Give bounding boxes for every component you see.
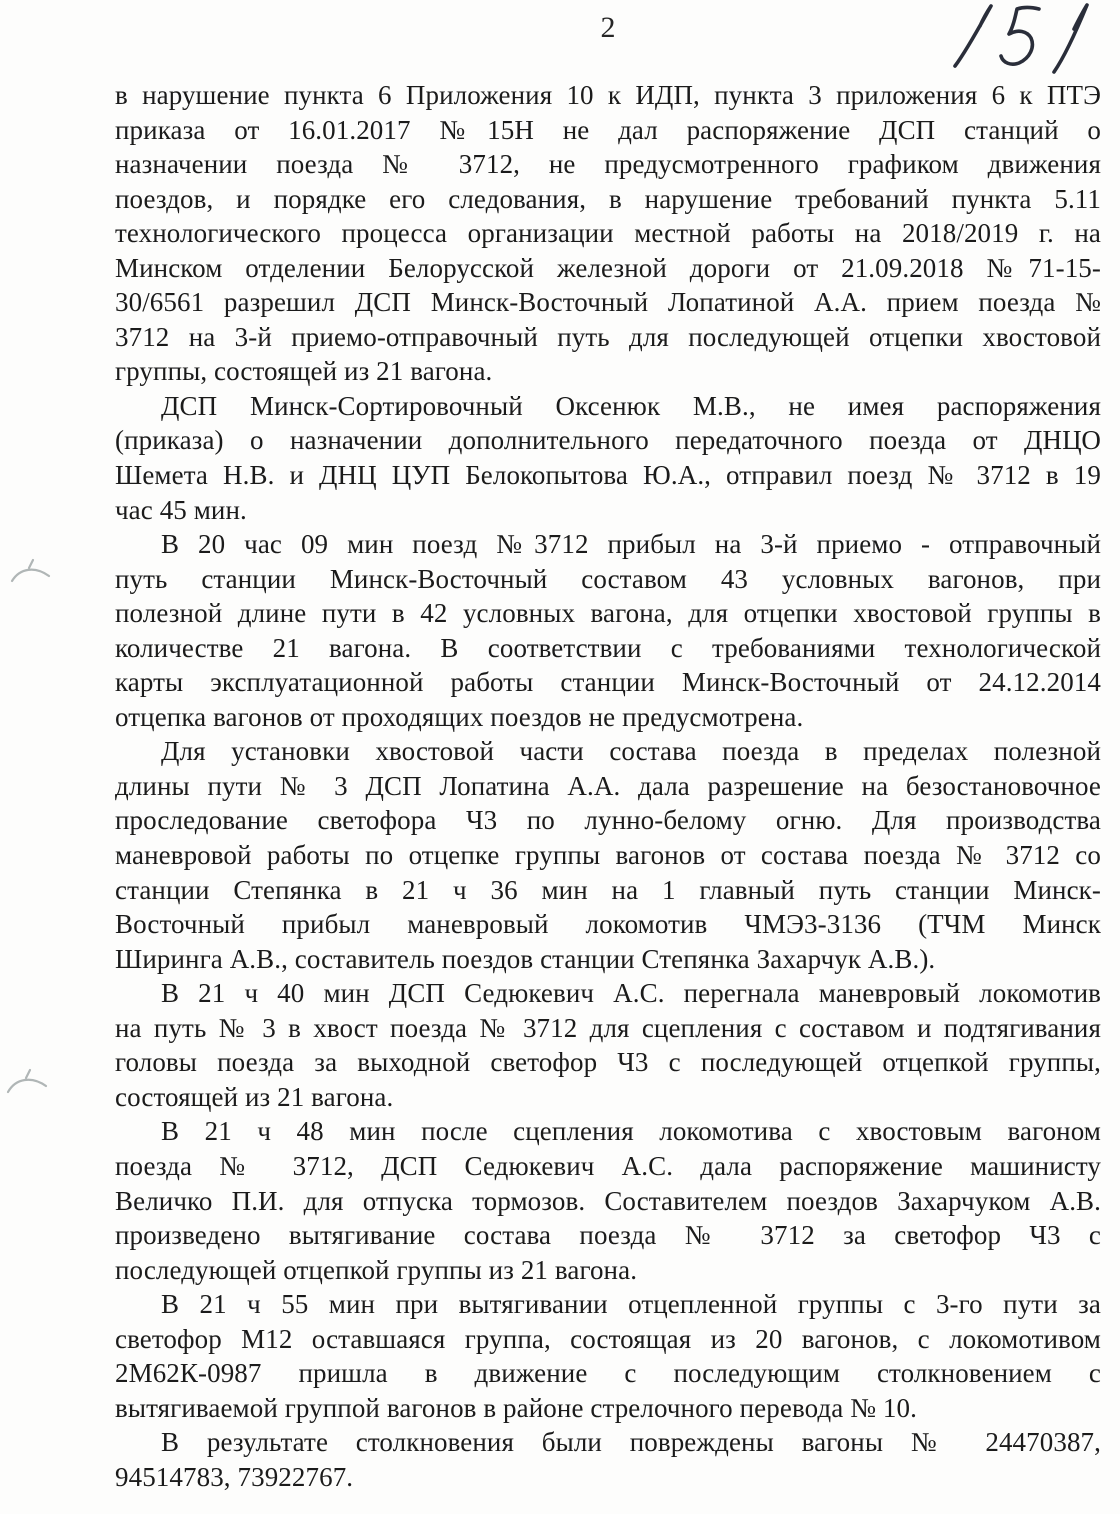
text-line: 94514783, 73922767. <box>115 1461 354 1492</box>
text-line: Величко П.И. для отпуска тормозов. Составителем поездов Захарчуком А.В. <box>115 1185 1101 1216</box>
pen-stroke-mark <box>5 1066 49 1098</box>
text-line: в нарушение пункта 6 Приложения 10 к ИДП, пункта 3 приложения 6 к ПТЭ <box>115 80 1101 110</box>
text-line: Восточный прибыл маневровый локомотив ЧМЭ3-3136 (ТЧМ Минск <box>115 909 1101 940</box>
handwritten-page-number <box>942 0 1098 82</box>
text-line: состоящей из 21 вагона. <box>115 1081 394 1112</box>
text-line: В результате столкновения были повреждены вагоны № 24470387, <box>161 1427 1101 1458</box>
text-line: маневровой работы по отцепке группы вагонов от состава поезда № 3712 со <box>115 840 1101 871</box>
text-line: В 21 ч 48 мин после сцепления локомотива с хвостовым вагоном <box>161 1116 1101 1147</box>
text-line: длины пути № 3 ДСП Лопатина А.А. дала разрешение на безостановочное <box>115 770 1101 801</box>
text-line: проследование светофора Ч3 по лунно-белому огню. Для производства <box>115 805 1101 836</box>
text-line: 30/6561 разрешил ДСП Минск-Восточный Лопатиной А.А. прием поезда № <box>115 287 1101 318</box>
text-line: головы поезда за выходной светофор Ч3 с последующей отцепкой группы, <box>115 1047 1101 1078</box>
text-line: последующей отцепкой группы из 21 вагона. <box>115 1254 638 1285</box>
text-line: час 45 мин. <box>115 494 247 525</box>
text-line: приказа от 16.01.2017 №15Н не дал распоряжение ДСП станций о <box>115 114 1101 145</box>
text-line: путь станции Минск-Восточный составом 43 условных вагонов, при <box>115 563 1101 594</box>
text-line: светофор М12 оставшаяся группа, состоящая из 20 вагонов, с локомотивом <box>115 1323 1101 1354</box>
text-line: Ширинга А.В., составитель поездов станции Степянка Захарчук А.В.). <box>115 943 936 974</box>
text-line: карты эксплуатационной работы станции Минск-Восточный от 24.12.2014 <box>115 667 1101 698</box>
text-line: В 21 ч 55 мин при вытягивании отцепленной группы с 3-го пути за <box>161 1289 1101 1320</box>
text-line: станции Степянка в 21 ч 36 мин на 1 главный путь станции Минск- <box>115 874 1101 905</box>
text-line: Шемета Н.В. и ДНЦ ЦУП Белокопытова Ю.А., отправил поезд № 3712 в 19 <box>115 460 1101 491</box>
text-line: 2М62К-0987 пришла в движение с последующим столкновением с <box>115 1358 1101 1389</box>
text-line: на путь № 3 в хвост поезда № 3712 для сцепления с составом и подтягивания <box>115 1012 1101 1043</box>
text-line: 3712 на 3-й приемо-отправочный путь для последующей отцепки хвостовой <box>115 321 1101 352</box>
text-line: технологического процесса организации местной работы на 2018/2019 г. на <box>115 218 1101 249</box>
text-line: произведено вытягивание состава поезда № 3712 за светофор Ч3 с <box>115 1220 1101 1251</box>
text-line: поездов, и порядке его следования, в нарушение требований пункта 5.11 <box>115 183 1101 214</box>
text-line: поезда № 3712, ДСП Седюкевич А.С. дала распоряжение машинисту <box>115 1150 1101 1181</box>
text-line: отцепка вагонов от проходящих поездов не предусмотрена. <box>115 701 804 732</box>
text-line: Минском отделении Белорусской железной дороги от 21.09.2018 №71-15- <box>115 252 1101 283</box>
text-line: вытягиваемой группой вагонов в районе стрелочного перевода № 10. <box>115 1392 917 1423</box>
text-line: полезной длине пути в 42 условных вагона, для отцепки хвостовой группы в <box>115 598 1101 629</box>
text-line: Для установки хвостовой части состава поезда в пределах полезной <box>161 736 1101 767</box>
page-number: 2 <box>600 11 616 44</box>
text-line: количестве 21 вагона. В соответствии с требованиями технологической <box>115 632 1101 663</box>
text-line: ДСП Минск-Сортировочный Оксенюк М.В., не имея распоряжения <box>161 390 1101 421</box>
pen-stroke-mark <box>9 556 53 588</box>
document-body <box>115 78 1101 1494</box>
text-line: В 21 ч 40 мин ДСП Седюкевич А.С. перегнала маневровый локомотив <box>161 978 1101 1009</box>
text-line: В 20 час 09 мин поезд №3712 прибыл на 3-й приемо - отправочный <box>161 529 1101 560</box>
text-line: назначении поезда № 3712, не предусмотренного графиком движения <box>115 149 1101 180</box>
text-line: (приказа) о назначении дополнительного передаточного поезда от ДНЦО <box>115 425 1101 456</box>
text-line: группы, состоящей из 21 вагона. <box>115 356 493 387</box>
